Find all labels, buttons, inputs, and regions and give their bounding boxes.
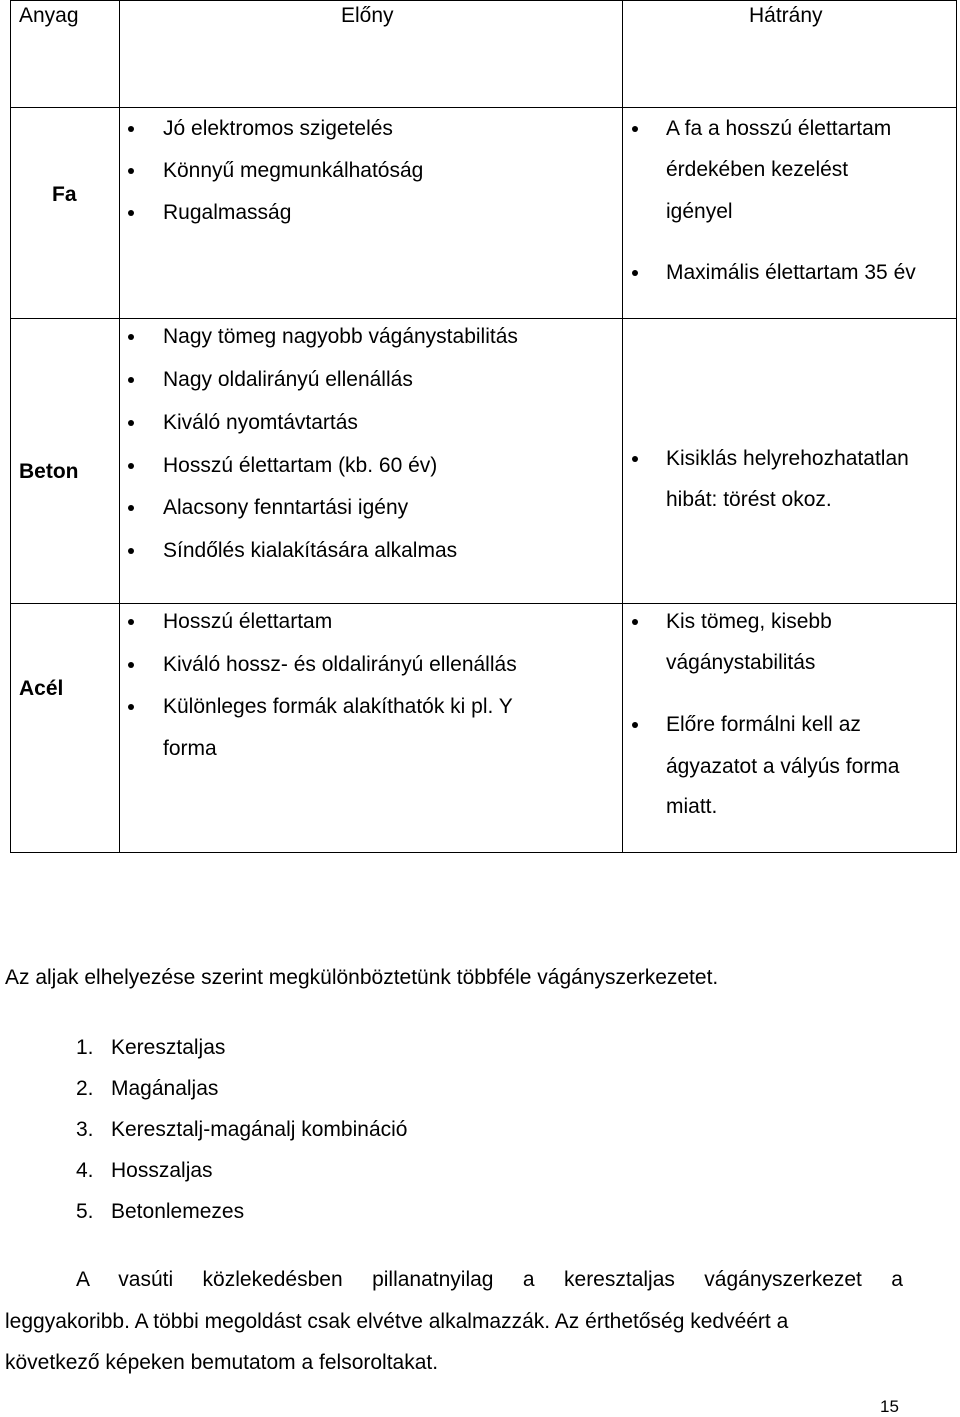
advantage-item: Rugalmasság xyxy=(163,201,292,224)
disadvantage-line: Kisiklás helyrehozhatatlan xyxy=(666,447,909,470)
page-number: 15 xyxy=(880,1397,899,1416)
bullet-icon xyxy=(632,270,638,276)
disadvantage-line: ágyazatot a vályús forma xyxy=(666,755,900,778)
list-number: 3. xyxy=(76,1118,94,1141)
disadvantage-line: Kis tömeg, kisebb xyxy=(666,610,832,633)
bullet-icon xyxy=(632,456,638,462)
advantage-item-continued: forma xyxy=(163,737,217,760)
advantage-item: Hosszú élettartam (kb. 60 év) xyxy=(163,454,438,477)
disadvantage-line: igényel xyxy=(666,200,733,223)
disadvantage-line: A fa a hosszú élettartam xyxy=(666,117,892,140)
list-item: Hosszaljas xyxy=(111,1159,213,1182)
table-row-divider-beton xyxy=(10,603,957,604)
row-material-fa: Fa xyxy=(52,183,77,206)
bullet-icon xyxy=(128,548,134,554)
paragraph-line: A vasúti közlekedésben pillanatnyilag a keresztaljas vágányszerkezet a xyxy=(76,1268,903,1291)
paragraph-line: leggyakoribb. A többi megoldást csak elvétve alkalmazzák. Az érthetőség kedvéért a xyxy=(5,1310,789,1333)
table-border-top xyxy=(10,0,957,1)
table-border-left xyxy=(10,0,11,853)
advantage-item: Könnyű megmunkálhatóság xyxy=(163,159,424,182)
bullet-icon xyxy=(128,334,134,340)
table-row-divider-fa xyxy=(10,318,957,319)
table-border-right xyxy=(956,0,957,853)
bullet-icon xyxy=(128,377,134,383)
paragraph-line: következő képeken bemutatom a felsoroltakat. xyxy=(5,1351,439,1374)
advantage-item: Hosszú élettartam xyxy=(163,610,333,633)
bullet-icon xyxy=(128,505,134,511)
header-disadvantage: Hátrány xyxy=(749,4,823,27)
disadvantage-line: miatt. xyxy=(666,795,718,818)
advantage-item: Jó elektromos szigetelés xyxy=(163,117,393,140)
disadvantage-line: érdekében kezelést xyxy=(666,158,849,181)
table-border-bottom xyxy=(10,852,957,853)
list-item: Keresztaljas xyxy=(111,1036,226,1059)
bullet-icon xyxy=(128,210,134,216)
list-number: 1. xyxy=(76,1036,94,1059)
advantage-item: Kiváló hossz- és oldalirányú ellenállás xyxy=(163,653,517,676)
list-item: Keresztalj-magánalj kombináció xyxy=(111,1118,408,1141)
list-number: 4. xyxy=(76,1159,94,1182)
list-item: Magánaljas xyxy=(111,1077,219,1100)
list-number: 5. xyxy=(76,1200,94,1223)
disadvantage-line: Előre formálni kell az xyxy=(666,713,861,736)
row-material-beton: Beton xyxy=(19,460,79,483)
bullet-icon xyxy=(128,168,134,174)
advantage-item: Síndőlés kialakítására alkalmas xyxy=(163,539,458,562)
disadvantage-line: hibát: törést okoz. xyxy=(666,488,832,511)
advantage-item: Különleges formák alakíthatók ki pl. Y xyxy=(163,695,513,718)
bullet-icon xyxy=(128,126,134,132)
table-col-divider-2 xyxy=(622,0,623,853)
bullet-icon xyxy=(128,619,134,625)
advantage-item: Nagy oldalirányú ellenállás xyxy=(163,368,413,391)
bullet-icon xyxy=(632,722,638,728)
header-advantage: Előny xyxy=(341,4,394,27)
table-row-divider-header xyxy=(10,107,957,108)
bullet-icon xyxy=(632,619,638,625)
advantage-item: Kiváló nyomtávtartás xyxy=(163,411,358,434)
advantage-item: Alacsony fenntartási igény xyxy=(163,496,409,519)
bullet-icon xyxy=(128,662,134,668)
list-item: Betonlemezes xyxy=(111,1200,245,1223)
list-number: 2. xyxy=(76,1077,94,1100)
disadvantage-line: Maximális élettartam 35 év xyxy=(666,261,916,284)
bullet-icon xyxy=(128,420,134,426)
disadvantage-line: vágánystabilitás xyxy=(666,651,816,674)
bullet-icon xyxy=(128,463,134,469)
bullet-icon xyxy=(128,704,134,710)
table-col-divider-1 xyxy=(119,0,120,853)
row-material-acel: Acél xyxy=(19,677,64,700)
advantage-item: Nagy tömeg nagyobb vágánystabilitás xyxy=(163,325,518,348)
intro-sentence: Az aljak elhelyezése szerint megkülönböztetünk többféle vágányszerkezetet. xyxy=(5,966,719,989)
header-material: Anyag xyxy=(19,4,79,27)
bullet-icon xyxy=(632,126,638,132)
